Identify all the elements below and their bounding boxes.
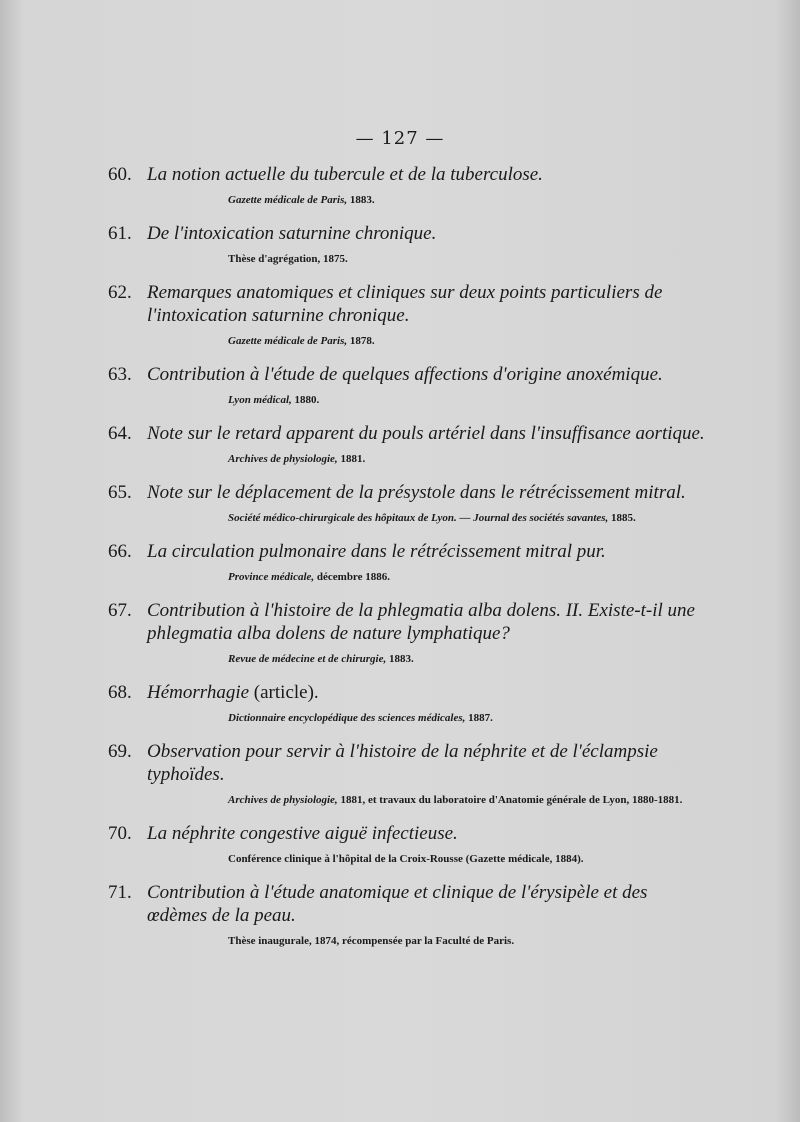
entry-title-text: Contribution à l'histoire de la phlegmatia alba dolens. II. Existe-t-il une phlegmatia alba dolens de nature lymphatique?	[147, 600, 695, 644]
list-item	[108, 740, 708, 808]
entry-source: Archives de physiologie,	[228, 794, 338, 806]
entry-title-text: La circulation pulmonaire dans le rétrécissement mitral pur.	[147, 541, 606, 562]
entry-title	[108, 481, 708, 504]
entry-number: 70.	[108, 823, 132, 844]
list-item	[108, 822, 708, 867]
entry-details: 1881.	[337, 453, 366, 465]
list-item	[108, 422, 708, 467]
entry-number: 65.	[108, 482, 132, 503]
entry-reference	[108, 792, 708, 808]
entry-title	[108, 881, 708, 927]
list-item	[108, 281, 708, 349]
list-item	[108, 222, 708, 267]
entry-reference	[108, 451, 708, 467]
entry-title	[108, 599, 708, 645]
page-number: — 127 —	[355, 128, 445, 149]
entry-title-text: Observation pour servir à l'histoire de la néphrite et de l'éclampsie typhoïdes.	[147, 741, 658, 785]
entry-title-suffix: (article).	[249, 682, 319, 703]
entry-details: 1883.	[347, 194, 375, 206]
entry-details: Thèse d'agrégation, 1875.	[228, 253, 348, 265]
entry-reference	[108, 933, 708, 949]
entry-title-text: Note sur le retard apparent du pouls artériel dans l'insuffisance aortique.	[147, 423, 705, 444]
entry-number: 64.	[108, 423, 132, 444]
entry-details: Thèse inaugurale, 1874, récompensée par la Faculté de Paris.	[228, 935, 515, 947]
entry-number: 71.	[108, 882, 132, 903]
entry-number: 67.	[108, 600, 132, 621]
entry-source: Archives de physiologie,	[228, 453, 338, 465]
entry-title-text: La notion actuelle du tubercule et de la tuberculose.	[147, 164, 543, 185]
entry-title	[108, 681, 708, 704]
list-item	[108, 363, 708, 408]
entry-title	[108, 163, 708, 186]
entry-title	[108, 222, 708, 245]
entry-title-text: Note sur le déplacement de la présystole dans le rétrécissement mitral.	[147, 482, 686, 503]
entry-title-text: Contribution à l'étude de quelques affections d'origine anoxémique.	[147, 364, 663, 385]
entry-details: 1880.	[291, 394, 320, 406]
entry-title-text: La néphrite congestive aiguë infectieuse.	[147, 823, 458, 844]
entry-number: 66.	[108, 541, 132, 562]
entry-reference	[108, 569, 708, 585]
entry-number: 63.	[108, 364, 132, 385]
entry-number: 62.	[108, 282, 132, 303]
list-item	[108, 881, 708, 949]
entry-reference	[108, 251, 708, 267]
entry-number: 60.	[108, 164, 132, 185]
entry-reference	[108, 392, 708, 408]
entry-title	[108, 281, 708, 327]
list-item	[108, 163, 708, 208]
entry-reference	[108, 192, 708, 208]
entry-details: 1883.	[386, 653, 414, 665]
list-item	[108, 681, 708, 726]
entry-title	[108, 740, 708, 786]
entry-reference	[108, 333, 708, 349]
entry-number: 69.	[108, 741, 132, 762]
entry-reference	[108, 510, 708, 526]
entry-reference	[108, 710, 708, 726]
entry-number: 61.	[108, 223, 132, 244]
entry-source: Gazette médicale de Paris,	[228, 194, 348, 206]
entry-title	[108, 422, 708, 445]
entry-source: Dictionnaire encyclopédique des sciences médicales,	[228, 712, 466, 724]
entry-title	[108, 540, 708, 563]
entry-details: 1878.	[347, 335, 375, 347]
entry-number: 68.	[108, 682, 132, 703]
entry-details: Conférence clinique à l'hôpital de la Croix-Rousse (Gazette médicale, 1884).	[228, 853, 584, 865]
entry-title-text: De l'intoxication saturnine chronique.	[147, 223, 437, 244]
entry-title-text: Contribution à l'étude anatomique et clinique de l'érysipèle et des œdèmes de la peau.	[147, 882, 648, 926]
entry-source: Revue de médecine et de chirurgie,	[228, 653, 387, 665]
entry-reference	[108, 651, 708, 667]
entry-details: 1881, et travaux du laboratoire d'Anatomie générale de Lyon, 1880-1881.	[337, 794, 683, 806]
entry-details: décembre 1886.	[314, 571, 391, 583]
entry-source: Société médico-chirurgicale des hôpitaux de Lyon. — Journal des sociétés savantes,	[228, 512, 609, 524]
list-item	[108, 599, 708, 667]
entry-details: 1885.	[608, 512, 636, 524]
entry-title	[108, 363, 708, 386]
list-item	[108, 540, 708, 585]
entry-title-text: Remarques anatomiques et cliniques sur deux points particuliers de l'intoxication saturnine chronique.	[147, 282, 663, 326]
entry-source: Province médicale,	[228, 571, 315, 583]
bibliography-list	[108, 163, 708, 963]
entry-title	[108, 822, 708, 845]
list-item	[108, 481, 708, 526]
entry-source: Lyon médical,	[228, 394, 292, 406]
entry-source: Gazette médicale de Paris,	[228, 335, 348, 347]
entry-reference	[108, 851, 708, 867]
entry-details: 1887.	[465, 712, 493, 724]
entry-title-text: Hémorrhagie	[147, 682, 250, 703]
